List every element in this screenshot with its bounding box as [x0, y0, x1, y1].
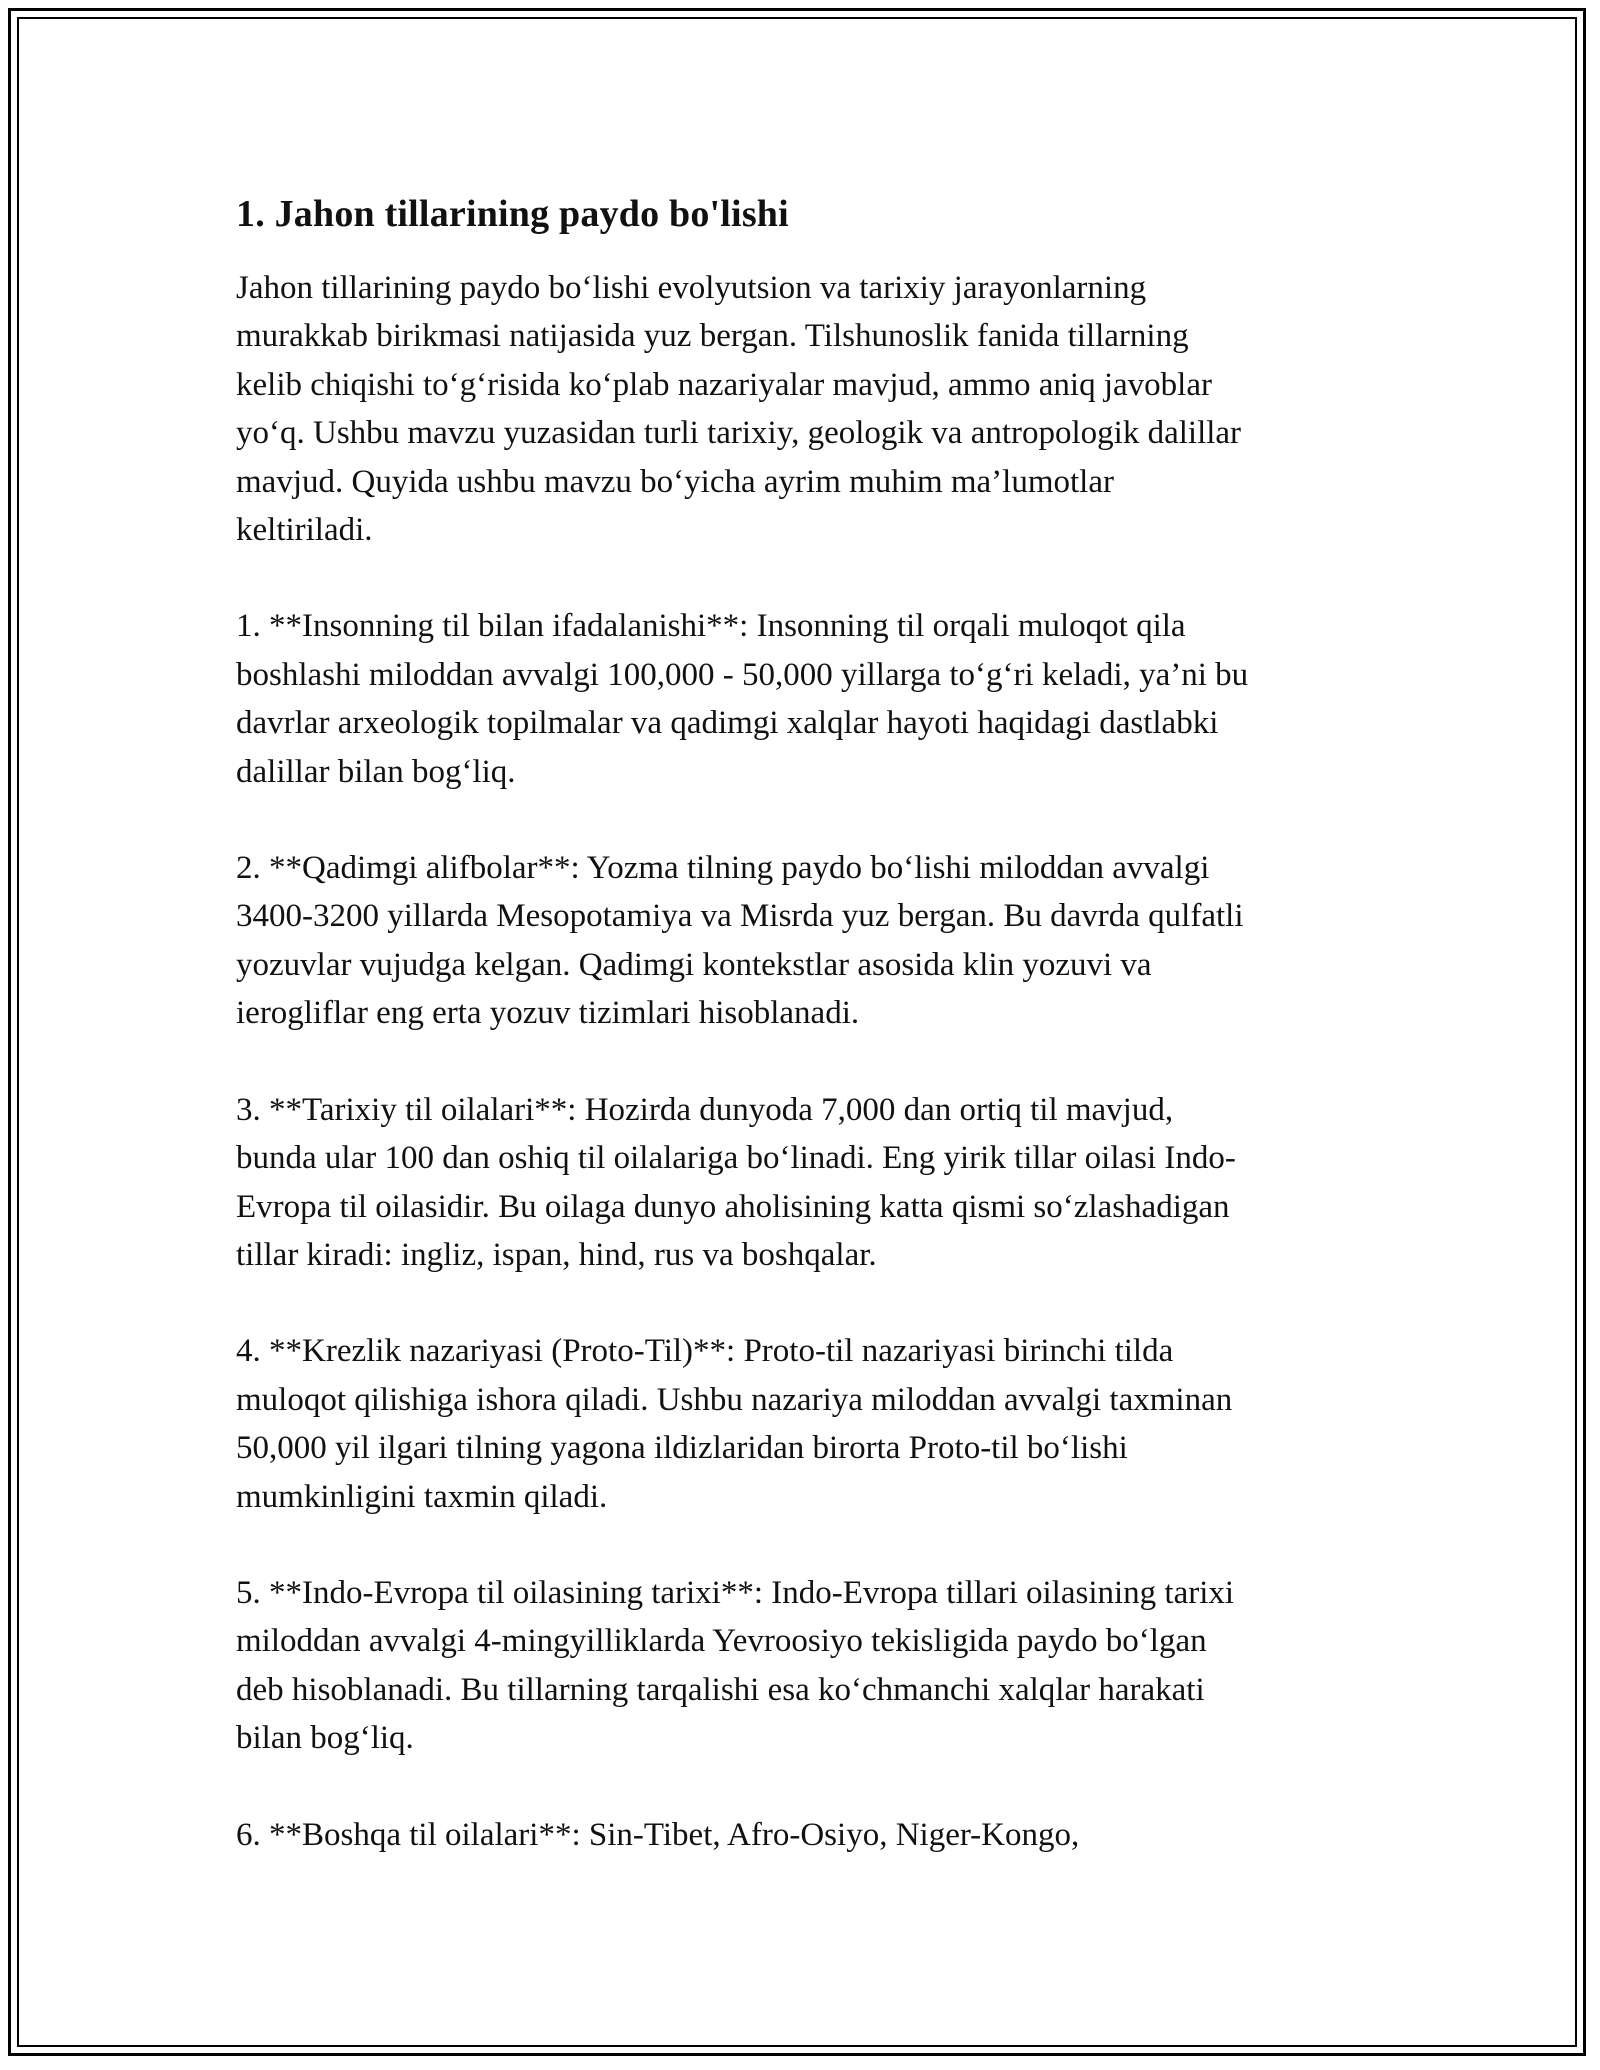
list-item-6: [236, 1811, 1386, 1859]
text-line: 4. **Krezlik nazariyasi (Proto-Til)**: Proto-til nazariyasi birinchi tilda: [236, 1333, 1174, 1370]
document-title: 1. Jahon tillarining paydo bo'lishi: [236, 193, 789, 235]
text-line: ierogliflar eng erta yozuv tizimlari hisoblanadi.: [236, 995, 860, 1032]
list-item-5: [236, 1569, 1386, 1763]
list-item-4: [236, 1327, 1386, 1521]
document-body: [236, 186, 1386, 1907]
text-line: yozuvlar vujudga kelgan. Qadimgi kontekstlar asosida klin yozuvi va: [236, 946, 1152, 983]
text-line: mumkinligini taxmin qiladi.: [236, 1478, 608, 1515]
text-line: keltiriladi.: [236, 512, 373, 549]
text-line: 2. **Qadimgi alifbolar**: Yozma tilning paydo bo‘lishi miloddan avvalgi: [236, 850, 1210, 887]
text-line: kelib chiqishi to‘g‘risida ko‘plab nazariyalar mavjud, ammo aniq javoblar: [236, 366, 1212, 403]
text-line: 1. **Insonning til bilan ifadalanishi**: Insonning til orqali muloqot qila: [236, 608, 1186, 645]
list-item-3: [236, 1086, 1386, 1280]
text-line: mavjud. Quyida ushbu mavzu bo‘yicha ayrim muhim ma’lumotlar: [236, 463, 1114, 500]
text-line: Jahon tillarining paydo bo‘lishi evolyutsion va tarixiy jarayonlarning: [236, 270, 1147, 306]
text-line: deb hisoblanadi. Bu tillarning tarqalishi esa ko‘chmanchi xalqlar harakati: [236, 1671, 1205, 1708]
text-line: 3. **Tarixiy til oilalari**: Hozirda dunyoda 7,000 dan ortiq til mavjud,: [236, 1091, 1174, 1128]
text-line: yo‘q. Ushbu mavzu yuzasidan turli tarixiy, geologik va antropologik dalillar: [236, 415, 1242, 452]
text-line: Evropa til oilasidir. Bu oilaga dunyo aholisining katta qismi so‘zlashadigan: [236, 1188, 1230, 1225]
text-line: boshlashi miloddan avvalgi 100,000 - 50,000 yillarga to‘g‘ri keladi, ya’ni bu: [236, 656, 1249, 693]
text-line: bunda ular 100 dan oshiq til oilalariga bo‘linadi. Eng yirik tillar oilasi Indo-: [236, 1140, 1236, 1177]
text-line: miloddan avvalgi 4-mingyilliklarda Yevroosiyo tekisligida paydo bo‘lgan: [236, 1623, 1207, 1660]
text-line: muloqot qilishiga ishora qiladi. Ushbu nazariya miloddan avvalgi taxminan: [236, 1381, 1233, 1418]
text-line: 50,000 yil ilgari tilning yagona ildizlaridan birorta Proto-til bo‘lishi: [236, 1430, 1128, 1467]
text-line: murakkab birikmasi natijasida yuz bergan. Tilshunoslik fanida tillarning: [236, 318, 1189, 355]
text-line: 5. **Indo-Evropa til oilasining tarixi**: Indo-Evropa tillari oilasining tarixi: [236, 1574, 1235, 1611]
text-line: 3400-3200 yillarda Mesopotamiya va Misrda yuz bergan. Bu davrda qulfatli: [236, 898, 1244, 935]
text-line: tillar kiradi: ingliz, ispan, hind, rus va boshqalar.: [236, 1236, 877, 1273]
text-line: bilan bog‘liq.: [236, 1720, 414, 1757]
list-item-1: [236, 602, 1386, 796]
text-line: davrlar arxeologik topilmalar va qadimgi xalqlar hayoti haqidagi dastlabki: [236, 705, 1219, 742]
list-item-2: [236, 844, 1386, 1038]
paragraph-intro: [236, 264, 1386, 554]
text-line: 6. **Boshqa til oilalari**: Sin-Tibet, Afro-Osiyo, Niger-Kongo,: [236, 1816, 1080, 1853]
text-line: dalillar bilan bog‘liq.: [236, 753, 516, 790]
